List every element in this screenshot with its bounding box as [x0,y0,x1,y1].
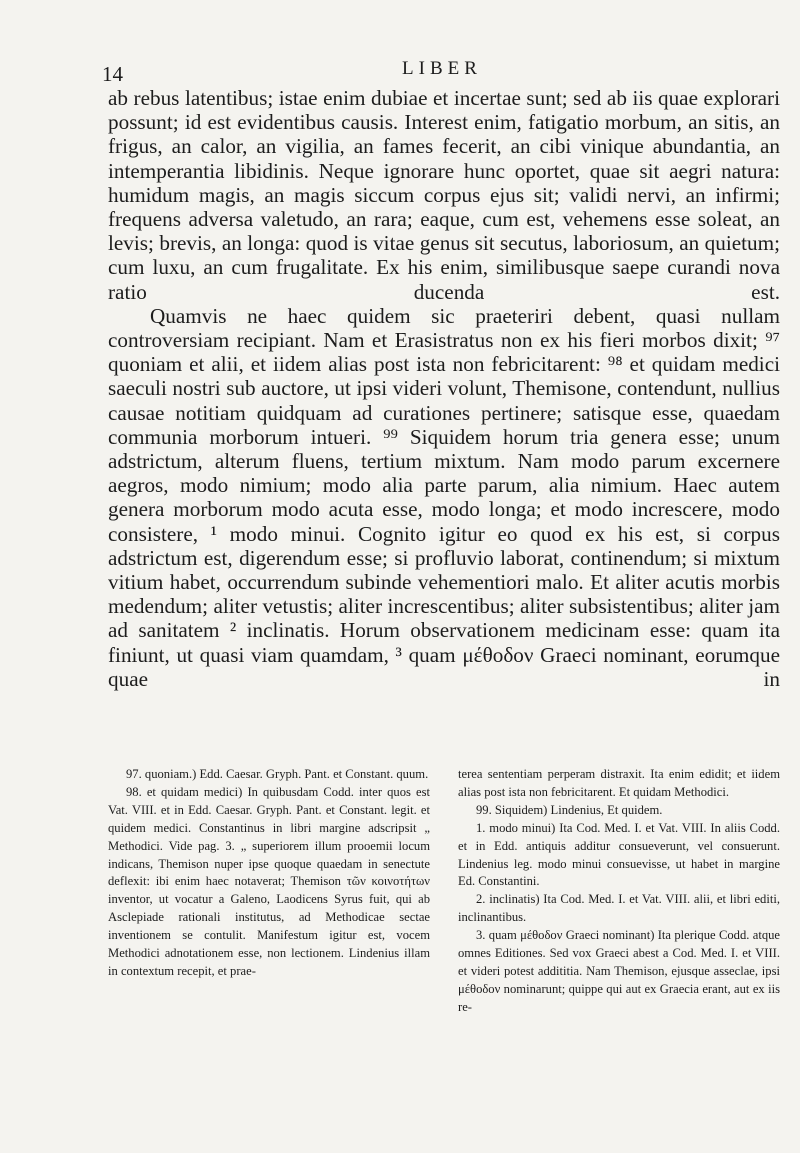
paragraph-2: Quamvis ne haec quidem sic praeteriri debent, quasi nullam controversiam recipiant. Nam et Erasistratus non ex his fieri morbos dixit; ⁹⁷ quoniam et alii, et iidem alias post ista non febricitarent: ⁹⁸ et quidam medici saeculi nostri sub auctore, ut ipsi videri volunt, Themisone, contendunt, nullius causae notitiam quidquam ad curationes pertinere; satisque esse, quaedam communia morborum intueri. ⁹⁹ Siquidem horum tria genera esse; unum adstrictum, alterum fluens, tertium mixtum. Nam modo parum excernere aegros, modo nimium; modo alia parte parum, alia nimium. Haec autem genera morborum modo acuta esse, modo longa; et modo increscere, modo consistere, ¹ modo minui. Cognito igitur eo quod ex his est, si corpus adstrictum est, digerendum esse; si profluvio laborat, continendum; si mixtum vitium habet, occurrendum subinde vehementiori malo. Et aliter acutis morbis medendum; aliter vetustis; aliter increscentibus; aliter subsistentibus; aliter jam ad sanitatem ² inclinatis. Horum observationem medicinam esse: quam ita finiunt, ut quasi viam quamdam, ³ quam μέθοδον Graeci nominant, eorumque quae in [108,303,780,691]
footnote-98-continued: terea sententiam perperam distraxit. Ita enim edidit; et iidem alias post ista non febricitarent. Et quidam Methodici. [458,767,780,799]
page-header [102,58,782,84]
footnotes [108,766,780,1017]
footnote-97: 97. quoniam.) Edd. Caesar. Gryph. Pant. et Constant. quum. [126,767,429,781]
page-number: 14 [102,62,123,86]
footnotes-right-column [458,766,780,1017]
footnote-1: 1. modo minui) Ita Cod. Med. I. et Vat. VIII. In aliis Codd. et in Edd. antiquis additur consueverunt, vel consuerunt. Lindenius leg. modo minui consuevisse, ut habet in margine Ed. Constantini. [458,820,780,889]
running-head: LIBER [402,58,482,79]
main-text [108,86,780,691]
footnote-2: 2. inclinatis) Ita Cod. Med. I. et Vat. VIII. alii, et libri editi, inclinantibus. [458,892,780,925]
footnote-99: 99. Siquidem) Lindenius, Et quidem. [476,802,663,817]
paragraph-1: ab rebus latentibus; istae enim dubiae et incertae sunt; sed ab iis quae explorari possunt; id est evidentibus causis. Interest enim, fatigatio morbum, an sitis, an frigus, an calor, an vigilia, an fames fecerit, an cibi vinique abundantia, an intemperantia libidinis. Neque ignorare hunc oportet, quae sit aegri natura: humidum magis, an magis siccum corpus ejus sit; validi nervi, an infirmi; frequens adversa valetudo, an rara; eaque, cum est, vehemens esse soleat, an levis; brevis, an longa: quod is vitae genus sit secutus, laboriosum, an quietum; cum luxu, an cum frugalitate. Ex his enim, similibusque saepe curandi nova ratio ducenda est. [108,86,780,304]
footnotes-left-column [108,766,430,1017]
footnote-3: 3. quam μέθοδον Graeci nominant) Ita plerique Codd. atque omnes Editiones. Sed vox Graeci abest a Cod. Med. I. et VIII. et videri potest addititia. Nam Themison, ejusque asseclae, ipsi μέθοδον nominarunt; quippe qui aut ex Graecia erant, aut ex iis re- [458,928,780,1014]
footnote-98: 98. et quidam medici) In quibusdam Codd. inter quos est Vat. VIII. et in Edd. Caesar. Gryph. Pant. et Constant. legit. et quidem medici. Constantinus in libri margine adscripsit „ Methodici. Vide pag. 3. „ superiorem illum prooemii locum indicans, Themison nuper ipse quoque quaedam in senectute deflexit: ibi enim haec notaverat; Themison τῶν κοινοτήτων inventor, ut vocatur a Galeno, Laodicens Syrus fuit, qui ab Asclepiade rationali institutus, ad Methodicae sectae inventionem se contulit. Manifestum igitur est, vocem Methodici adnotationem esse, non lectionem. Lindenius illam in contextum recepit, et prae- [108,784,430,978]
